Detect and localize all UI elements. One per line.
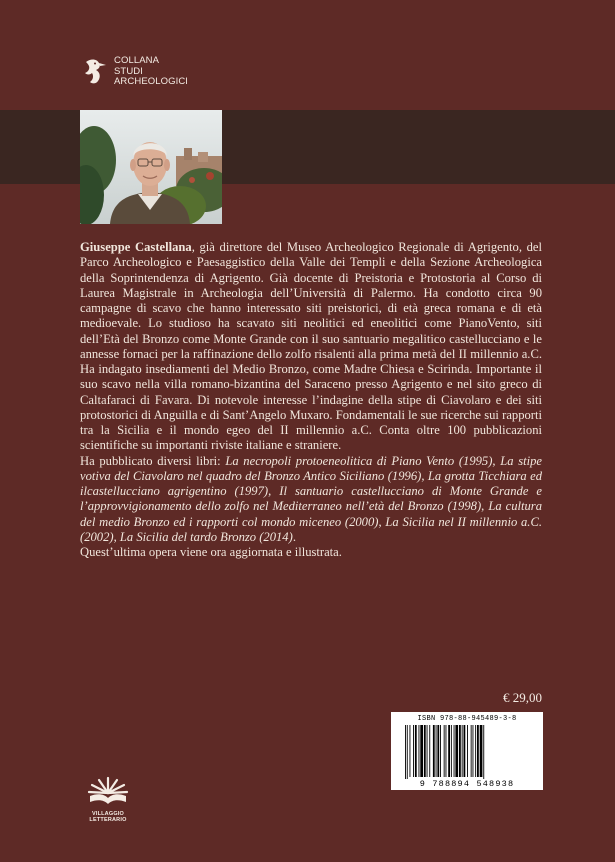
- barcode-bar: [440, 725, 441, 777]
- books-intro: Ha pubblicato diversi libri:: [80, 453, 226, 468]
- books-separator: ,: [268, 484, 280, 498]
- bio-text: , già direttore del Museo Archeologico Regionale di Agrigento, del Parco Archeologico e Paesaggistico della Valle dei Templi e della Sezione Archeologica della Soprintendenza di Agrigento. Già docente di Preistoria e Protostoria al Corso di Laurea Magistrale in Archeologia dell’Università di Palermo. Ha condotto circa 90 campagne di scavo che hanno interessato siti preistorici, di età greca romana e di età medioevale. Lo studioso ha scavato siti neolitici ed eneolitici come PianoVento, siti dell’Età del Bronzo come Monte Grande con il suo santuario megalitico castellucciano e le annesse fornaci per la raffinazione dello zolfo risalenti alla prima metà del II millennio a.C. Ha indagato insediamenti del Medio Bronzo, come Madre Chiesa e Scirinda. Importante il suo scavo nella villa romano-bizantina del Saraceno presso Agrigento e nel sito greco di Caltafaraci di Favara. Di notevole interesse l’indagine della stipe di Ciavolaro e dei siti protostorici di Anguilla e di Sant’Angelo Muxaro. Fondamentali le sue ricerche sui rapporti tra la Sicilia e il mondo egeo del II millennio a.C. Conta oltre 100 pubblicazioni scientifiche su importanti riviste italiane e straniere.: [80, 240, 543, 453]
- barcode-bar: [413, 725, 414, 777]
- sun-book-icon: [86, 775, 130, 805]
- publisher-logo: [78, 775, 138, 823]
- barcode-bar: [405, 725, 406, 781]
- barcode-bar: [446, 725, 447, 777]
- barcode-bar: [475, 725, 476, 777]
- barcode-bar: [427, 725, 428, 777]
- series-title: [114, 56, 188, 88]
- books-separator: ,: [113, 529, 120, 544]
- barcode-bar: [419, 725, 420, 777]
- barcode-bar: [454, 725, 455, 777]
- bird-profile-icon: [82, 56, 108, 86]
- barcode-bar: [429, 725, 430, 777]
- price-label: € 29,00: [503, 690, 542, 705]
- series-line: STUDI: [114, 65, 143, 77]
- books-separator: ,: [421, 468, 428, 483]
- barcode-bar: [444, 725, 445, 777]
- book-title: La stipe votiva del Ciavolaro nel quadro del Bronzo Antico Siciliano (1996): [80, 453, 542, 483]
- barcode-bar: [459, 725, 461, 777]
- isbn-barcode: [391, 712, 543, 790]
- author-photo: [80, 110, 222, 224]
- series-line: COLLANA: [114, 55, 160, 66]
- barcode-bar: [433, 725, 435, 777]
- barcode-bar: [415, 725, 417, 777]
- barcode-bar: [462, 725, 463, 777]
- author-name: Giuseppe Castellana: [80, 240, 192, 254]
- book-title: Il santuario castellucciano di Monte Grande e l’approvvigionamento dello zolfo nel Mediterraneo nell’età del Bronzo (1998): [80, 484, 542, 514]
- book-title: La necropoli protoeneolitica di Piano Vento (1995): [225, 453, 493, 468]
- barcode-bar: [424, 725, 426, 777]
- book-title: La cultura del medio Bronzo ed i rapporti col mondo miceneo (2000): [80, 499, 542, 529]
- isbn-label: ISBN 978-88-945489-3-8: [417, 715, 517, 723]
- book-title: La Sicilia nel II millennio a.C. (2002): [80, 514, 542, 544]
- bio-paragraph: [80, 240, 542, 454]
- series-header: [82, 56, 188, 88]
- publisher-name: VILLAGGIO LETTERARIO: [89, 811, 127, 823]
- closing-sentence: Quest’ultima opera viene ora aggiornata e illustrata.: [80, 545, 342, 559]
- series-line: ARCHEOLOGICI: [114, 76, 189, 87]
- barcode-bar: [410, 725, 411, 777]
- books-separator: ,: [378, 514, 386, 529]
- author-biography: [80, 240, 542, 560]
- barcode-bar: [480, 725, 483, 777]
- barcode-bar: [420, 725, 423, 777]
- books-separator: ,: [492, 453, 501, 468]
- books-end: .: [292, 529, 296, 544]
- books-separator: ,: [481, 499, 489, 514]
- book-title: La Sicilia del tardo Bronzo (2014): [119, 529, 293, 544]
- author-portrait-image: [80, 110, 222, 224]
- barcode-bar: [455, 725, 458, 777]
- barcode-bar: [448, 725, 450, 777]
- barcode-bar: [473, 725, 474, 777]
- barcode-digits: 9 788894 548938: [391, 779, 543, 789]
- barcode-bar: [436, 725, 437, 777]
- barcode-bar: [451, 725, 452, 777]
- book-title: La grotta Ticchiara ed ilcastellucciano agrigentino (1997): [80, 468, 543, 498]
- barcode-bar: [477, 725, 479, 777]
- barcode-bar: [464, 725, 466, 777]
- barcode-bar: [407, 725, 408, 781]
- barcode-bar: [471, 725, 472, 777]
- barcode-bar: [437, 725, 439, 777]
- barcode-bar: [483, 725, 484, 781]
- barcode-bar: [467, 725, 468, 777]
- books-paragraph: [80, 454, 542, 546]
